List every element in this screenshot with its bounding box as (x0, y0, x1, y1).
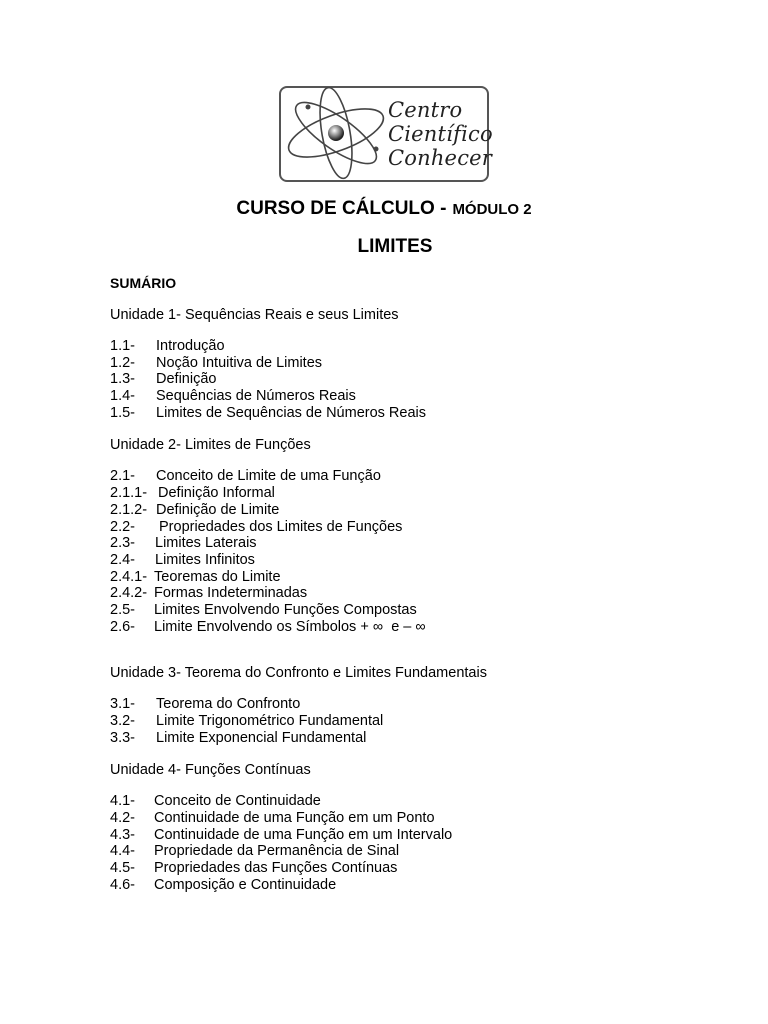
toc-item-number: 4.4- (110, 843, 135, 860)
toc-item (110, 519, 750, 536)
toc-item-text: Conceito de Limite de uma Função (156, 468, 381, 485)
toc-item-text: Definição de Limite (156, 501, 280, 518)
module-label: MÓDULO 2 (452, 201, 532, 218)
toc-item (110, 388, 750, 405)
table-of-contents (110, 273, 750, 908)
toc-item (110, 602, 750, 619)
toc-item (110, 713, 750, 730)
unit-title: Unidade 4- Funções Contínuas (110, 762, 311, 779)
logo-text-line1: Centro (388, 98, 463, 122)
toc-item (110, 860, 750, 877)
toc-item-number: 1.3- (110, 371, 135, 388)
toc-item (110, 535, 750, 552)
toc-item (110, 793, 750, 810)
toc-item-number: 4.1- (110, 793, 135, 810)
toc-item-number: 1.5- (110, 404, 135, 421)
toc-item-text: Propriedade da Permanência de Sinal (154, 843, 400, 860)
toc-item-number: 2.4.2- (110, 585, 148, 602)
summary-heading: SUMÁRIO (110, 275, 177, 291)
toc-item-number: 1.4- (110, 388, 135, 405)
toc-item-number: 4.5- (110, 860, 135, 877)
toc-item-number: 2.2- (110, 518, 135, 535)
logo-text-line3: Conhecer (388, 146, 493, 170)
toc-item-number: 3.1- (110, 696, 135, 713)
toc-item (110, 619, 750, 636)
toc-item (110, 485, 750, 502)
course-name: CURSO DE CÁLCULO - (236, 198, 447, 219)
toc-item-number: 3.2- (110, 713, 135, 729)
toc-item-number: 4.3- (110, 826, 135, 843)
toc-item-number: 3.3- (110, 729, 135, 746)
toc-item (110, 552, 750, 569)
toc-item (110, 843, 750, 860)
subject-title: LIMITES (357, 236, 433, 257)
toc-item-text: Composição e Continuidade (154, 876, 337, 893)
toc-item-text: Conceito de Continuidade (154, 793, 321, 810)
toc-item-text: Formas Indeterminadas (154, 585, 308, 602)
toc-item-number: 1.1- (110, 338, 135, 354)
toc-item-text: Definição (156, 371, 217, 388)
toc-item (110, 405, 750, 422)
toc-item-text: Limite Exponencial Fundamental (156, 729, 367, 746)
unit-title: Unidade 1- Sequências Reais e seus Limites (110, 307, 399, 323)
toc-item-text: Continuidade de uma Função em um Intervalo (154, 826, 453, 843)
toc-item-text: Limites Envolvendo Funções Compostas (154, 601, 417, 618)
toc-item-text: Definição Informal (158, 485, 275, 502)
toc-item (110, 502, 750, 519)
toc-item-number: 2.5- (110, 601, 135, 618)
toc-item-number: 1.2- (110, 354, 135, 371)
toc-item-text: Sequências de Números Reais (156, 388, 356, 405)
toc-item-number: 2.3- (110, 535, 135, 552)
toc-item-text: Introdução (156, 338, 225, 354)
toc-item-number: 2.4- (110, 551, 135, 568)
toc-item-text: Continuidade de uma Função em um Ponto (154, 810, 435, 827)
toc-item (110, 827, 750, 844)
toc-item (110, 877, 750, 894)
toc-item-text: Limite Envolvendo os Símbolos + ∞ e – ∞ (154, 618, 426, 635)
toc-item-number: 2.1.1- (110, 485, 148, 502)
toc-item-text: Noção Intuitiva de Limites (156, 354, 323, 371)
toc-item (110, 355, 750, 372)
toc-item-number: 2.6- (110, 618, 135, 635)
logo-text-line2: Científico (388, 122, 493, 146)
unit-title: Unidade 2- Limites de Funções (110, 437, 311, 454)
toc-item-text: Teorema do Confronto (156, 696, 301, 713)
toc-item-number: 4.6- (110, 876, 135, 893)
toc-item-number: 2.1- (110, 468, 135, 485)
toc-item-text: Teoremas do Limite (154, 568, 281, 585)
toc-item (110, 371, 750, 388)
toc-item-number: 2.1.2- (110, 501, 148, 518)
toc-item-number: 4.2- (110, 810, 135, 827)
toc-item-text: Limites de Sequências de Números Reais (156, 404, 426, 421)
toc-item-text: Limites Infinitos (155, 551, 255, 568)
toc-item (110, 468, 750, 485)
unit-title: Unidade 3- Teorema do Confronto e Limites Fundamentais (110, 665, 487, 682)
toc-item (110, 569, 750, 586)
toc-item-text: Limite Trigonométrico Fundamental (156, 713, 384, 729)
logo (278, 85, 493, 185)
toc-item (110, 585, 750, 602)
toc-item (110, 696, 750, 713)
toc-item-number: 2.4.1- (110, 568, 148, 585)
toc-item-text: Propriedades das Funções Contínuas (154, 860, 398, 877)
toc-item (110, 338, 750, 355)
toc-item (110, 730, 750, 747)
toc-item (110, 810, 750, 827)
toc-item-text: Limites Laterais (155, 535, 257, 552)
toc-item-text: Propriedades dos Limites de Funções (159, 518, 403, 535)
course-title (0, 198, 768, 220)
